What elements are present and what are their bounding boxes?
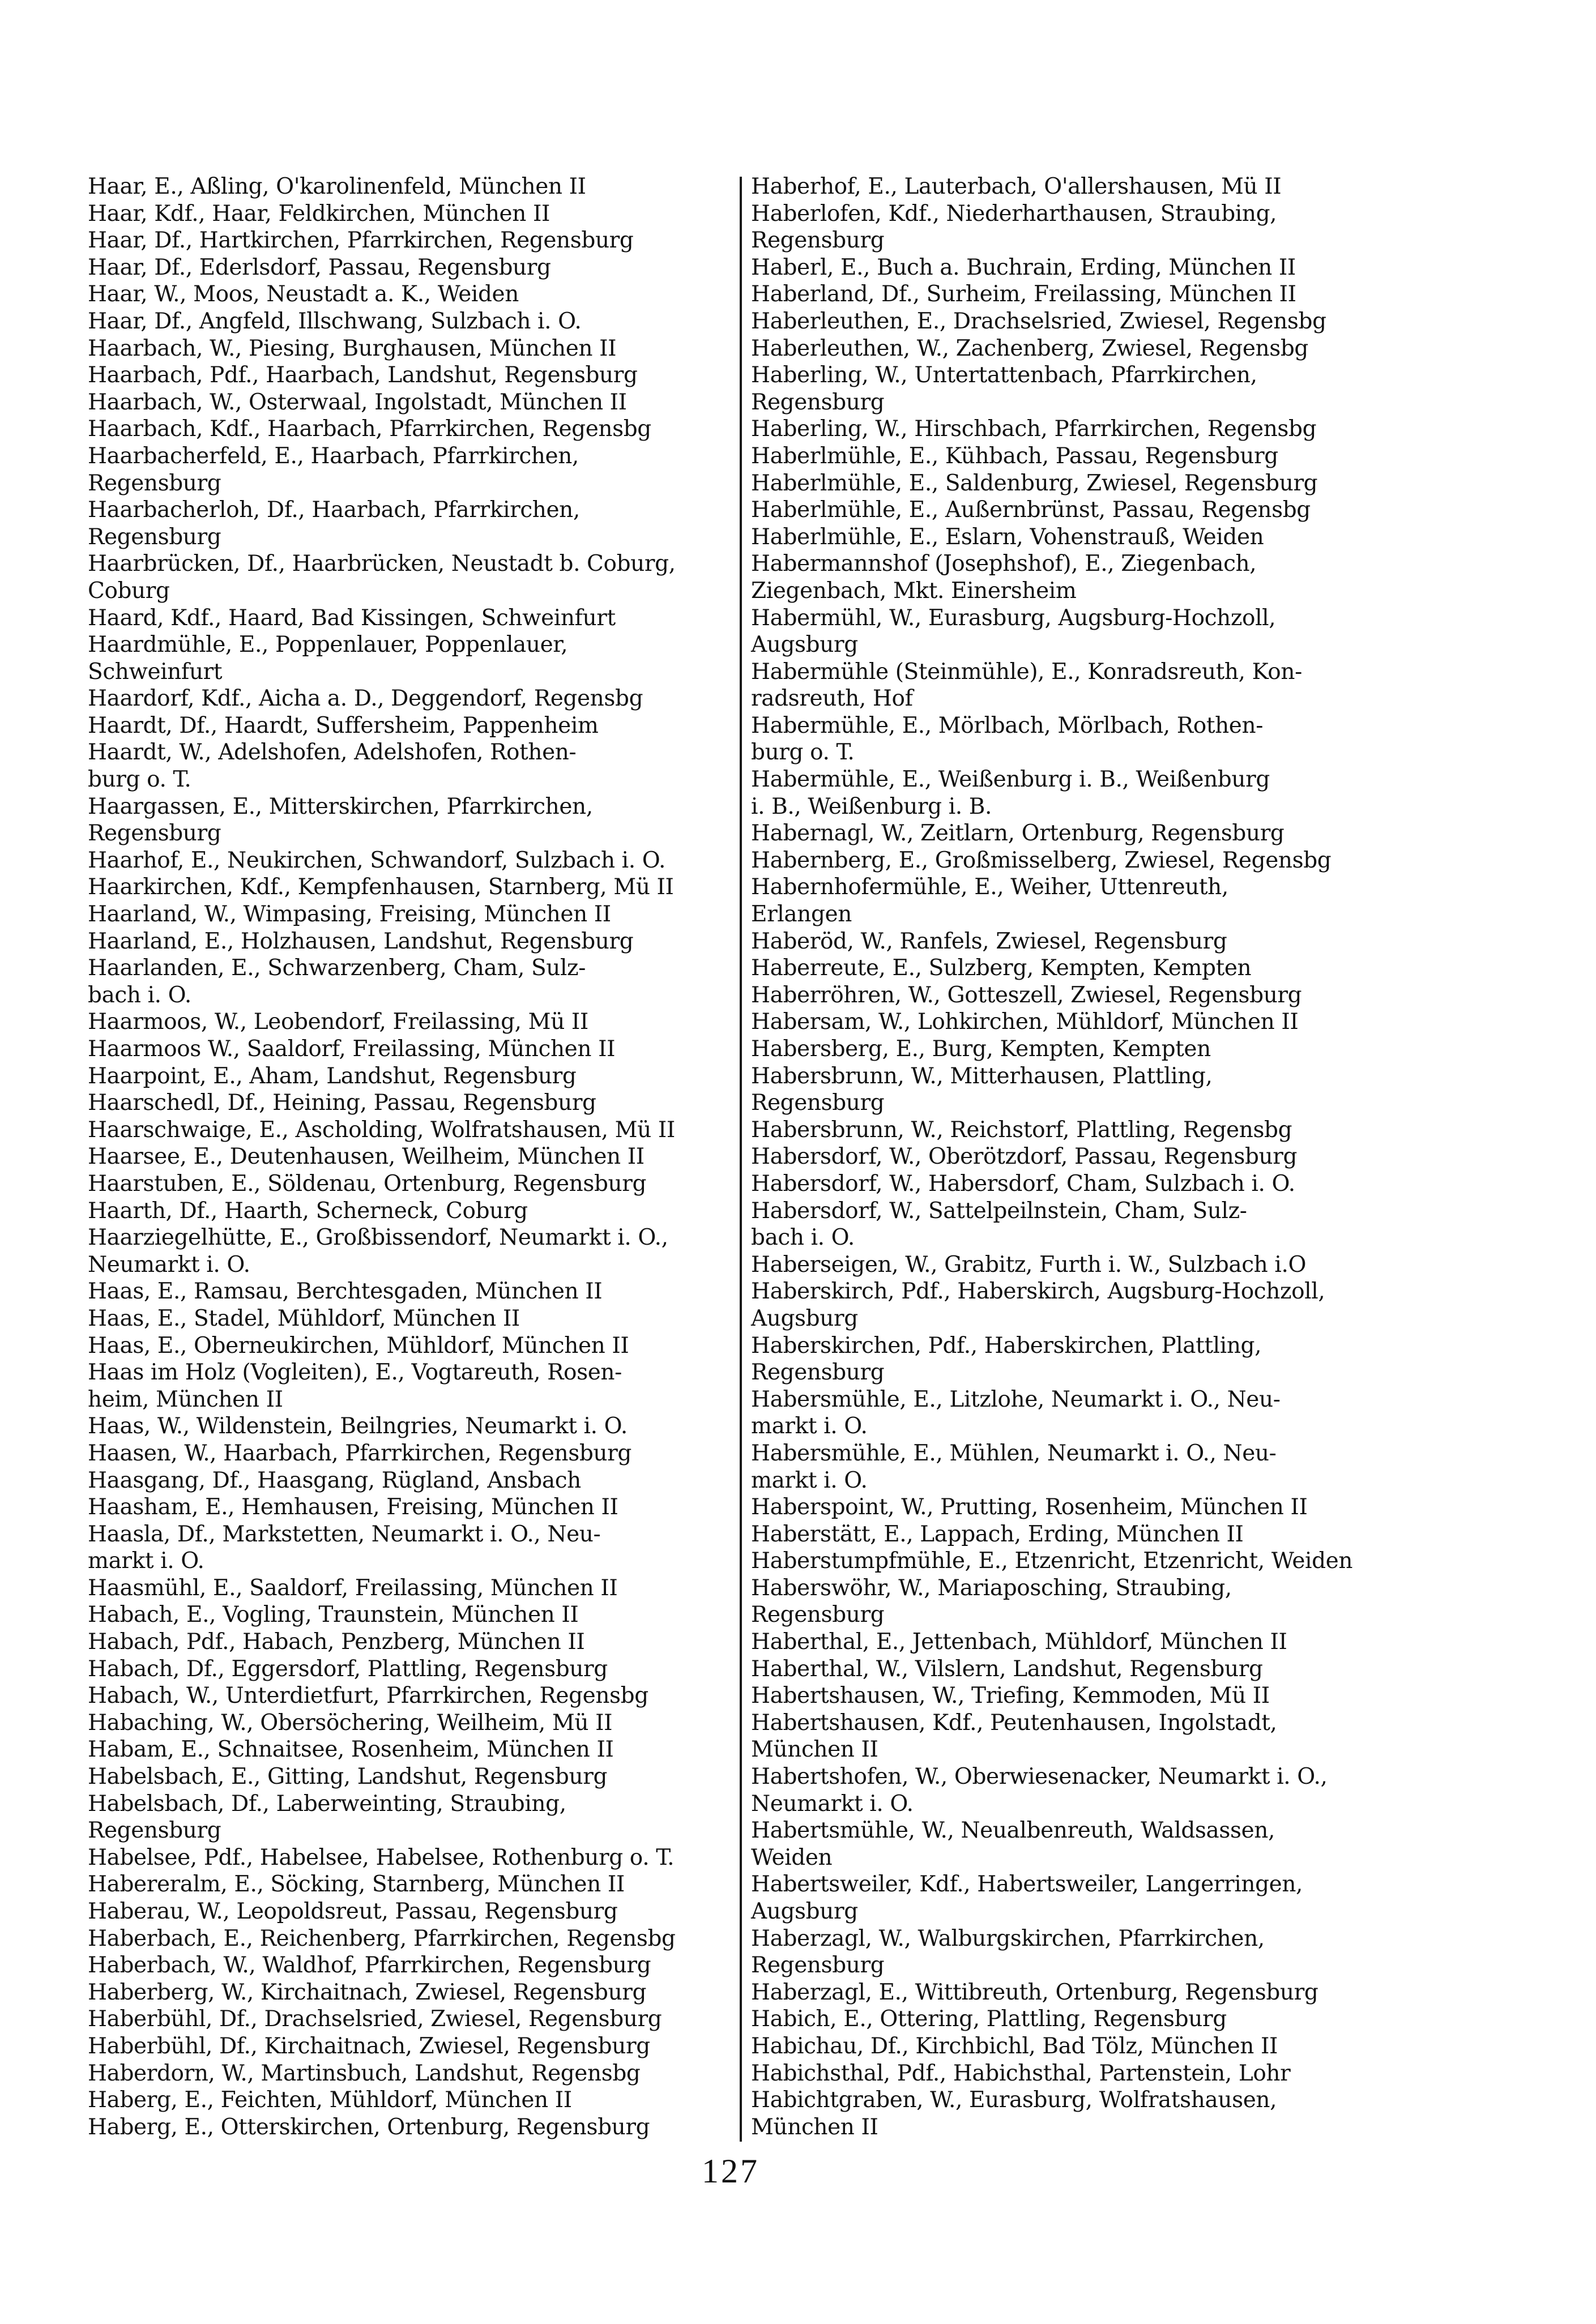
entry-text: Habelsbach, E., Gitting, Landshut, Regensburg [88, 1764, 608, 1790]
place-entry [751, 1251, 1442, 1279]
place-entry [88, 1601, 731, 1629]
entry-text: Haberlofen, Kdf., Niederharthausen, Straubing, [751, 200, 1277, 227]
place-entry [88, 1629, 731, 1656]
entry-text: Haarstuben, E., Söldenau, Ortenburg, Regensburg [88, 1170, 647, 1197]
entry-text: Haar, Df., Hartkirchen, Pfarrkirchen, Regensburg [88, 228, 634, 254]
entry-continuation: Regensburg [751, 1360, 885, 1386]
entry-text: Haberling, W., Untertattenbach, Pfarrkirchen, [751, 362, 1257, 388]
entry-continuation: markt i. O. [751, 1413, 868, 1439]
place-entry [751, 1143, 1442, 1170]
entry-text: Haar, W., Moos, Neustadt a. K., Weiden [88, 281, 519, 307]
place-entry [751, 1682, 1442, 1710]
place-entry [751, 200, 1442, 254]
entry-text: Haberleuthen, E., Drachselsried, Zwiesel, Regensbg [751, 308, 1326, 334]
entry-text: Haberbach, W., Waldhof, Pfarrkirchen, Regensburg [88, 1953, 651, 1979]
entry-text: Haas, W., Wildenstein, Beilngries, Neumarkt i. O. [88, 1413, 628, 1439]
entry-text: Habermannshof (Josephshof), E., Ziegenbach, [751, 551, 1257, 577]
entry-text: Habam, E., Schnaitsee, Rosenheim, München II [88, 1737, 614, 1763]
place-entry [88, 1898, 731, 1925]
entry-continuation: München II [751, 2114, 878, 2140]
place-entry [751, 2087, 1442, 2141]
entry-continuation: Regensburg [751, 389, 885, 415]
place-entry [88, 1036, 731, 1063]
place-entry [88, 1224, 731, 1278]
entry-text: Haas, E., Stadel, Mühldorf, München II [88, 1305, 520, 1331]
place-entry [88, 955, 731, 1009]
entry-text: Haarlanden, E., Schwarzenberg, Cham, Sulz- [88, 955, 586, 981]
entry-text: Haar, Df., Angfeld, Illschwang, Sulzbach i. O. [88, 308, 582, 334]
place-entry [88, 1359, 731, 1413]
entry-text: Habichsthal, Pdf., Habichsthal, Partenstein, Lohr [751, 2060, 1291, 2086]
entry-text: Haarsee, E., Deutenhausen, Weilheim, München II [88, 1144, 645, 1170]
place-entry [751, 254, 1442, 281]
entry-continuation: Regensburg [751, 1953, 885, 1979]
entry-text: Haardt, W., Adelshofen, Adelshofen, Rothen- [88, 740, 577, 766]
entry-continuation: markt i. O. [751, 1467, 868, 1493]
place-entry [751, 470, 1442, 497]
entry-text: Habichtgraben, W., Eurasburg, Wolfratshausen, [751, 2087, 1277, 2113]
entry-text: Haarbach, Pdf., Haarbach, Landshut, Regensburg [88, 362, 638, 388]
place-entry [88, 1521, 731, 1575]
place-entry [751, 1710, 1442, 1763]
place-entry [88, 1656, 731, 1683]
entry-text: Haasmühl, E., Saaldorf, Freilassing, München II [88, 1575, 618, 1601]
entry-text: Habersberg, E., Burg, Kempten, Kempten [751, 1036, 1211, 1062]
entry-continuation: Regensburg [88, 1818, 221, 1844]
entry-text: Haardt, Df., Haardt, Suffersheim, Pappenheim [88, 712, 599, 738]
place-entry [88, 1494, 731, 1521]
column-divider [740, 177, 742, 2142]
place-entry [88, 928, 731, 955]
place-entry [88, 416, 731, 443]
place-entry [88, 2033, 731, 2060]
entry-text: Habersmühle, E., Mühlen, Neumarkt i. O., Neu- [751, 1440, 1277, 1466]
place-entry [751, 173, 1442, 200]
entry-continuation: Regensburg [88, 524, 221, 550]
entry-text: Haberlmühle, E., Kühbach, Passau, Regensburg [751, 443, 1278, 469]
entry-text: Habach, Df., Eggersdorf, Plattling, Regensburg [88, 1656, 608, 1682]
place-entry [751, 1629, 1442, 1656]
entry-text: Haberbühl, Df., Drachselsried, Zwiesel, Regensburg [88, 2006, 662, 2032]
entry-text: Haarkirchen, Kdf., Kempfenhausen, Starnberg, Mü II [88, 874, 674, 900]
entry-text: Haberau, W., Leopoldsreut, Passau, Regensburg [88, 1899, 618, 1924]
entry-continuation: Weiden [751, 1844, 833, 1870]
place-entry [88, 1117, 731, 1144]
entry-text: Haarland, W., Wimpasing, Freising, München II [88, 902, 611, 928]
entry-continuation: bach i. O. [88, 982, 191, 1008]
entry-text: Habach, W., Unterdietfurt, Pfarrkirchen, Regensbg [88, 1683, 648, 1709]
entry-text: Haas, E., Ramsau, Berchtesgaden, München II [88, 1279, 603, 1305]
entry-text: Habernagl, W., Zeitlarn, Ortenburg, Regensburg [751, 821, 1285, 847]
entry-text: Haard, Kdf., Haard, Bad Kissingen, Schweinfurt [88, 605, 616, 631]
place-entry [88, 389, 731, 416]
entry-continuation: Augsburg [751, 1899, 858, 1924]
place-entry [88, 1925, 731, 1953]
entry-text: Haarbrücken, Df., Haarbrücken, Neustadt b. Coburg, [88, 551, 676, 577]
entry-text: Habermühl, W., Eurasburg, Augsburg-Hochzoll, [751, 605, 1276, 631]
entry-continuation: Regensburg [751, 228, 885, 254]
entry-text: Habersbrunn, W., Reichstorf, Plattling, Regensbg [751, 1117, 1292, 1143]
place-entry [88, 1332, 731, 1360]
entry-text: Haarmoos, W., Leobendorf, Freilassing, Mü II [88, 1009, 588, 1035]
page-number: 127 [702, 2152, 759, 2190]
place-entry [751, 2060, 1442, 2087]
entry-text: Habertsweiler, Kdf., Habertsweiler, Langerringen, [751, 1872, 1303, 1898]
place-entry [88, 2006, 731, 2033]
entry-text: Haarbach, W., Osterwaal, Ingolstadt, München II [88, 389, 627, 415]
entry-text: Haberbühl, Df., Kirchaitnach, Zwiesel, Regensburg [88, 2033, 650, 2059]
entry-continuation: heim, München II [88, 1386, 283, 1412]
place-entry [751, 1817, 1442, 1871]
entry-text: Haarbach, W., Piesing, Burghausen, München II [88, 335, 617, 361]
entry-text: Habersdorf, W., Sattelpeilnstein, Cham, Sulz- [751, 1198, 1247, 1224]
entry-text: Haargassen, E., Mitterskirchen, Pfarrkirchen, [88, 793, 593, 819]
entry-continuation: burg o. T. [88, 767, 191, 793]
place-entry [751, 1871, 1442, 1925]
place-entry [751, 1117, 1442, 1144]
entry-text: Haarschedl, Df., Heining, Passau, Regensburg [88, 1090, 596, 1116]
place-entry [88, 1736, 731, 1763]
place-entry [88, 1575, 731, 1602]
entry-text: Haberbach, E., Reichenberg, Pfarrkirchen, Regensbg [88, 1925, 676, 1951]
entry-text: Haarbacherloh, Df., Haarbach, Pfarrkirchen, [88, 497, 580, 523]
place-entry [751, 659, 1442, 712]
place-entry [751, 982, 1442, 1009]
place-entry [88, 901, 731, 928]
place-entry [751, 1198, 1442, 1251]
entry-text: Haas, E., Oberneukirchen, Mühldorf, München II [88, 1332, 629, 1358]
entry-text: Haasen, W., Haarbach, Pfarrkirchen, Regensburg [88, 1440, 631, 1466]
entry-text: Habertshausen, Kdf., Peutenhausen, Ingolstadt, [751, 1710, 1277, 1736]
entry-continuation: i. B., Weißenburg i. B. [751, 793, 992, 819]
entry-text: Haarschwaige, E., Ascholding, Wolfratshausen, Mü II [88, 1117, 675, 1143]
place-entry [88, 1413, 731, 1440]
entry-continuation: Coburg [88, 578, 170, 604]
entry-text: Haberberg, W., Kirchaitnach, Zwiesel, Regensburg [88, 1979, 647, 2005]
entry-text: Haberstätt, E., Lappach, Erding, München II [751, 1521, 1244, 1547]
place-entry [88, 712, 731, 740]
place-entry [88, 1979, 731, 2006]
place-entry [88, 335, 731, 362]
place-entry [88, 1305, 731, 1332]
place-entry [88, 631, 731, 685]
entry-text: Haarhof, E., Neukirchen, Schwandorf, Sulzbach i. O. [88, 847, 666, 873]
place-entry [88, 2060, 731, 2087]
entry-text: Haberzagl, E., Wittibreuth, Ortenburg, Regensburg [751, 1979, 1318, 2005]
entry-text: Haarbach, Kdf., Haarbach, Pfarrkirchen, Regensbg [88, 416, 651, 442]
place-entry [88, 1467, 731, 1494]
entry-text: Haar, Df., Ederlsdorf, Passau, Regensburg [88, 254, 551, 280]
place-entry [88, 1682, 731, 1710]
entry-text: Habersdorf, W., Habersdorf, Cham, Sulzbach i. O. [751, 1170, 1295, 1197]
entry-continuation: Regensburg [751, 1602, 885, 1628]
entry-text: Habach, E., Vogling, Traunstein, München II [88, 1602, 579, 1628]
place-entry [88, 1278, 731, 1305]
place-entry [88, 1009, 731, 1036]
entry-text: Habernhofermühle, E., Weiher, Uttenreuth, [751, 874, 1228, 900]
place-entry [88, 1143, 731, 1170]
place-entry [751, 1575, 1442, 1629]
place-entry [88, 1763, 731, 1791]
place-entry [88, 1710, 731, 1737]
entry-text: Haberling, W., Hirschbach, Pfarrkirchen, Regensbg [751, 416, 1317, 442]
place-entry [88, 281, 731, 308]
entry-continuation: Erlangen [751, 902, 852, 928]
place-entry [751, 1063, 1442, 1117]
place-entry [751, 1521, 1442, 1548]
entry-text: Haberzagl, W., Walburgskirchen, Pfarrkirchen, [751, 1925, 1265, 1951]
place-entry [751, 524, 1442, 551]
place-entry [751, 847, 1442, 874]
place-entry [751, 2033, 1442, 2060]
entry-text: Haasham, E., Hemhausen, Freising, München II [88, 1494, 618, 1520]
entry-continuation: Neumarkt i. O. [751, 1791, 914, 1817]
entry-text: Habertshausen, W., Triefing, Kemmoden, Mü II [751, 1683, 1270, 1709]
entry-text: Habersdorf, W., Oberötzdorf, Passau, Regensburg [751, 1144, 1298, 1170]
entry-text: Habernberg, E., Großmisselberg, Zwiesel, Regensbg [751, 847, 1332, 873]
place-entry [88, 1791, 731, 1844]
place-entry [88, 173, 731, 200]
entry-text: Haberröhren, W., Gotteszell, Zwiesel, Regensburg [751, 982, 1302, 1008]
place-entry [88, 362, 731, 389]
place-entry [88, 2114, 731, 2141]
entry-text: Haardmühle, E., Poppenlauer, Poppenlauer, [88, 632, 568, 658]
entry-text: Habereralm, E., Söcking, Starnberg, München II [88, 1872, 625, 1898]
entry-text: Haarpoint, E., Aham, Landshut, Regensburg [88, 1063, 577, 1089]
place-entry [88, 1871, 731, 1898]
place-entry [88, 874, 731, 901]
place-entry [751, 1656, 1442, 1683]
entry-text: Haberhof, E., Lauterbach, O'allershausen, Mü II [751, 174, 1282, 199]
place-entry [88, 200, 731, 228]
entry-text: Haberstumpfmühle, E., Etzenricht, Etzenricht, Weiden [751, 1548, 1353, 1574]
place-entry [88, 1198, 731, 1225]
entry-continuation: Neumarkt i. O. [88, 1251, 250, 1278]
place-entry [88, 308, 731, 335]
entry-text: Haas im Holz (Vogleiten), E., Vogtareuth, Rosen- [88, 1360, 622, 1386]
place-entry [88, 605, 731, 632]
entry-continuation: burg o. T. [751, 740, 855, 766]
place-entry [88, 1440, 731, 1467]
entry-text: Haberspoint, W., Prutting, Rosenheim, München II [751, 1494, 1308, 1520]
place-entry [751, 1036, 1442, 1063]
entry-continuation: radsreuth, Hof [751, 686, 913, 712]
place-entry [88, 227, 731, 254]
entry-text: Haberseigen, W., Grabitz, Furth i. W., Sulzbach i.O [751, 1251, 1307, 1278]
entry-text: Habich, E., Ottering, Plattling, Regensburg [751, 2006, 1227, 2032]
place-entry [88, 1844, 731, 1872]
entry-text: Habersam, W., Lohkirchen, Mühldorf, München II [751, 1009, 1299, 1035]
place-entry [751, 2006, 1442, 2033]
place-entry [88, 2087, 731, 2114]
entry-text: Haberlmühle, E., Saldenburg, Zwiesel, Regensburg [751, 470, 1318, 496]
entry-text: Habach, Pdf., Habach, Penzberg, München II [88, 1629, 585, 1655]
entry-text: Haar, Kdf., Haar, Feldkirchen, München II [88, 200, 550, 227]
place-entry [751, 1763, 1442, 1817]
place-entry [88, 443, 731, 497]
place-entry [751, 550, 1442, 604]
entry-continuation: Regensburg [751, 1090, 885, 1116]
entry-continuation: Augsburg [751, 1305, 858, 1331]
place-entry [88, 1952, 731, 1979]
entry-text: Haasla, Df., Markstetten, Neumarkt i. O., Neu- [88, 1521, 601, 1547]
place-entry [751, 308, 1442, 335]
place-entry [88, 1090, 731, 1117]
place-entry [751, 1440, 1442, 1494]
entry-text: Haberöd, W., Ranfels, Zwiesel, Regensburg [751, 928, 1227, 954]
entry-text: Haasgang, Df., Haasgang, Rügland, Ansbach [88, 1467, 581, 1493]
entry-text: Haberlmühle, E., Eslarn, Vohenstrauß, Weiden [751, 524, 1264, 550]
entry-continuation: markt i. O. [88, 1548, 204, 1574]
place-entry [88, 739, 731, 793]
entry-text: Haberthal, E., Jettenbach, Mühldorf, München II [751, 1629, 1287, 1655]
entry-continuation: Regensburg [88, 470, 221, 496]
entry-text: Haberg, E., Otterskirchen, Ortenburg, Regensburg [88, 2114, 650, 2140]
entry-text: Haar, E., Aßling, O'karolinenfeld, München II [88, 174, 586, 199]
place-entry [751, 874, 1442, 928]
place-entry [88, 1063, 731, 1090]
entry-continuation: München II [751, 1737, 878, 1763]
entry-text: Habertsmühle, W., Neualbenreuth, Waldsassen, [751, 1818, 1275, 1844]
place-entry [88, 1170, 731, 1198]
entry-text: Haberland, Df., Surheim, Freilassing, München II [751, 281, 1296, 307]
entry-text: Haarziegelhütte, E., Großbissendorf, Neumarkt i. O., [88, 1225, 668, 1251]
entry-text: Habertshofen, W., Oberwiesenacker, Neumarkt i. O., [751, 1764, 1328, 1790]
entry-text: Habermühle (Steinmühle), E., Konradsreuth, Kon- [751, 659, 1302, 685]
place-entry [751, 1009, 1442, 1036]
place-entry [751, 497, 1442, 524]
place-entry [751, 605, 1442, 659]
place-entry [751, 416, 1442, 443]
entry-continuation: Regensburg [88, 821, 221, 847]
entry-text: Habaching, W., Obersöchering, Weilheim, Mü II [88, 1710, 613, 1736]
place-entry [88, 497, 731, 550]
entry-text: Haberskirch, Pdf., Haberskirch, Augsburg-Hochzoll, [751, 1279, 1325, 1305]
entry-text: Habelsee, Pdf., Habelsee, Habelsee, Rothenburg o. T. [88, 1844, 675, 1870]
place-entry [751, 362, 1442, 416]
place-entry [88, 847, 731, 874]
place-entry [751, 443, 1442, 470]
entry-text: Haarmoos W., Saaldorf, Freilassing, München II [88, 1036, 616, 1062]
right-column [751, 173, 1442, 2141]
place-entry [751, 928, 1442, 955]
entry-text: Habermühle, E., Mörlbach, Mörlbach, Rothen- [751, 712, 1263, 738]
entry-text: Haarth, Df., Haarth, Scherneck, Coburg [88, 1198, 528, 1224]
place-entry [751, 1494, 1442, 1521]
entry-text: Haberleuthen, W., Zachenberg, Zwiesel, Regensbg [751, 335, 1308, 361]
entry-continuation: Augsburg [751, 632, 858, 658]
place-entry [751, 955, 1442, 982]
entry-text: Haberg, E., Feichten, Mühldorf, München II [88, 2087, 572, 2113]
place-entry [751, 1170, 1442, 1198]
left-column [88, 173, 731, 2141]
place-entry [751, 1979, 1442, 2006]
place-entry [751, 1332, 1442, 1386]
place-entry [88, 550, 731, 604]
entry-text: Haberswöhr, W., Mariaposching, Straubing, [751, 1575, 1232, 1601]
place-entry [88, 254, 731, 281]
entry-continuation: Schweinfurt [88, 659, 223, 685]
place-entry [751, 1925, 1442, 1979]
entry-text: Habermühle, E., Weißenburg i. B., Weißenburg [751, 767, 1270, 793]
place-entry [751, 1386, 1442, 1440]
entry-text: Habersmühle, E., Litzlohe, Neumarkt i. O., Neu- [751, 1386, 1281, 1412]
place-entry [751, 820, 1442, 847]
entry-text: Haberthal, W., Vilslern, Landshut, Regensburg [751, 1656, 1263, 1682]
entry-continuation: Ziegenbach, Mkt. Einersheim [751, 578, 1077, 604]
entry-text: Haberreute, E., Sulzberg, Kempten, Kempten [751, 955, 1252, 981]
place-entry [88, 685, 731, 712]
entry-text: Haardorf, Kdf., Aicha a. D., Deggendorf, Regensbg [88, 686, 643, 712]
entry-text: Haberl, E., Buch a. Buchrain, Erding, München II [751, 254, 1296, 280]
entry-text: Habichau, Df., Kirchbichl, Bad Tölz, München II [751, 2033, 1278, 2059]
place-entry [751, 1278, 1442, 1332]
place-entry [751, 335, 1442, 362]
entry-text: Haberskirchen, Pdf., Haberskirchen, Plattling, [751, 1332, 1262, 1358]
entry-continuation: bach i. O. [751, 1225, 855, 1251]
entry-text: Habersbrunn, W., Mitterhausen, Plattling, [751, 1063, 1213, 1089]
entry-text: Haberdorn, W., Martinsbuch, Landshut, Regensbg [88, 2060, 641, 2086]
place-entry [751, 712, 1442, 766]
place-entry [88, 793, 731, 847]
place-entry [751, 766, 1442, 820]
entry-text: Haberlmühle, E., Außernbrünst, Passau, Regensbg [751, 497, 1311, 523]
entry-text: Haarbacherfeld, E., Haarbach, Pfarrkirchen, [88, 443, 579, 469]
entry-text: Habelsbach, Df., Laberweinting, Straubing, [88, 1791, 566, 1817]
entry-text: Haarland, E., Holzhausen, Landshut, Regensburg [88, 928, 634, 954]
place-entry [751, 281, 1442, 308]
place-entry [751, 1548, 1442, 1575]
